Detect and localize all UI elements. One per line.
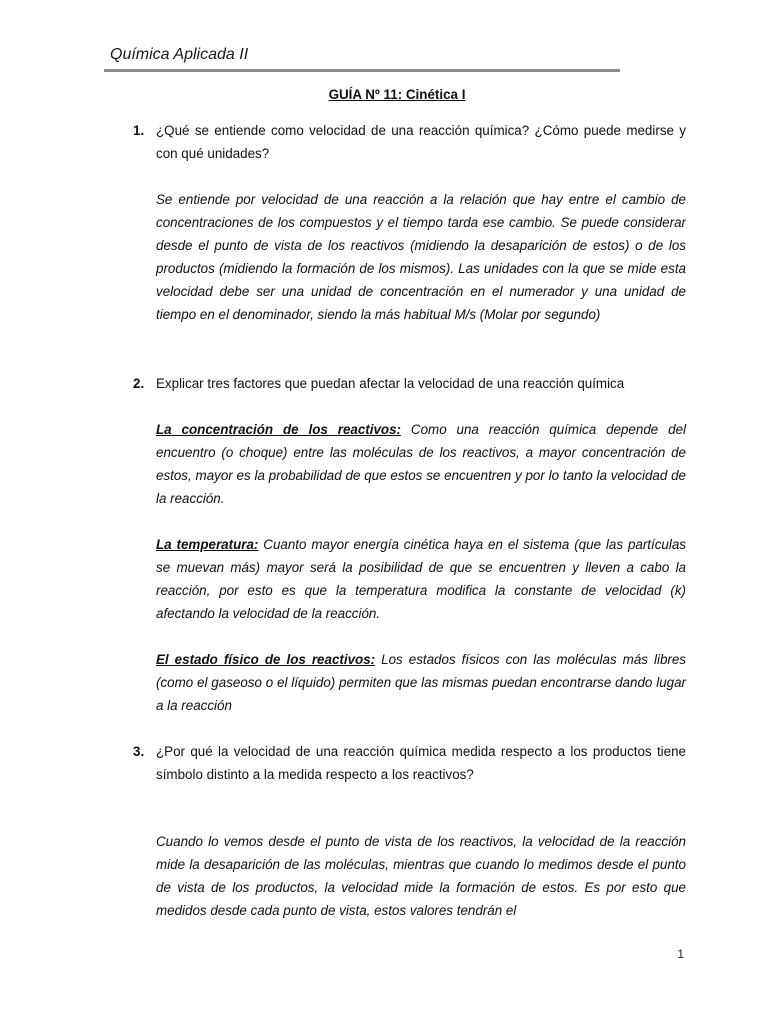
answer-3: Cuando lo vemos desde el punto de vista de los reactivos, la velocidad de la reacción mide la desaparición de las moléculas, mientras que cuando lo medimos desde el punto de vista de los productos, la velocidad mide la formación de estos. Es por esto que medidos desde cada punto de vista, estos valores tendrán el [156, 834, 686, 918]
spacer [156, 395, 686, 418]
document-title: GUÍA Nº 11: Cinética I [328, 87, 466, 102]
factor-heading: La temperatura: [156, 537, 259, 552]
question-text: Explicar tres factores que puedan afectar la velocidad de una reacción química [156, 376, 625, 391]
header-divider [104, 69, 620, 72]
question-2 [133, 372, 686, 395]
question-number: 2. [133, 376, 145, 391]
page-number: 1 [677, 947, 684, 961]
spacer [156, 717, 686, 740]
question-3 [133, 740, 686, 786]
factor-body: Como una reacción química depende del encuentro (o choque) entre las moléculas de los reactivos, a mayor concentración de estos, mayor es la probabilidad de que estos se encuentren y por lo tanto la velocidad de la reacción. [156, 422, 686, 506]
answer-1: Se entiende por velocidad de una reacción a la relación que hay entre el cambio de concentraciones de los compuestos y el tiempo tarda ese cambio. Se puede considerar desde el punto de vista de los reactivos (midiendo la desaparición de estos) o de los productos (midiendo la formación de los mismos). Las unidades con la que se mide esta velocidad debe ser una unidad de concentración en el numerador y una unidad de tiempo en el denominador, siendo la más habitual M/s (Molar por segundo) [156, 192, 686, 322]
spacer [156, 165, 686, 188]
spacer [156, 786, 686, 830]
question-text: ¿Por qué la velocidad de una reacción química medida respecto a los productos tiene símbolo distinto a la medida respecto a los reactivos? [156, 744, 686, 782]
factor-heading: La concentración de los reactivos: [156, 422, 402, 437]
question-number: 3. [133, 744, 145, 759]
spacer [156, 326, 686, 372]
question-text: ¿Qué se entiende como velocidad de una reacción química? ¿Cómo puede medirse y con qué unidades? [156, 123, 686, 161]
spacer [156, 510, 686, 533]
factor-temperature [156, 533, 686, 625]
factor-physical-state [156, 648, 686, 717]
document-body [133, 119, 686, 922]
question-number: 1. [133, 123, 145, 138]
question-1 [133, 119, 686, 165]
factor-body: Cuanto mayor energía cinética haya en el sistema (que las partículas se muevan más) mayor será la posibilidad de que se encuentren y lleven a cabo la reacción, por esto es que la temperatura modifica la constante de velocidad (k) afectando la velocidad de la reacción. [156, 537, 686, 621]
spacer [156, 625, 686, 648]
course-title: Química Aplicada II [110, 46, 249, 63]
factor-concentration [156, 418, 686, 510]
factor-heading: El estado físico de los reactivos: [156, 652, 376, 667]
factor-body: Los estados físicos con las moléculas más libres (como el gaseoso o el líquido) permiten que las mismas puedan encontrarse dando lugar a la reacción [156, 652, 686, 713]
